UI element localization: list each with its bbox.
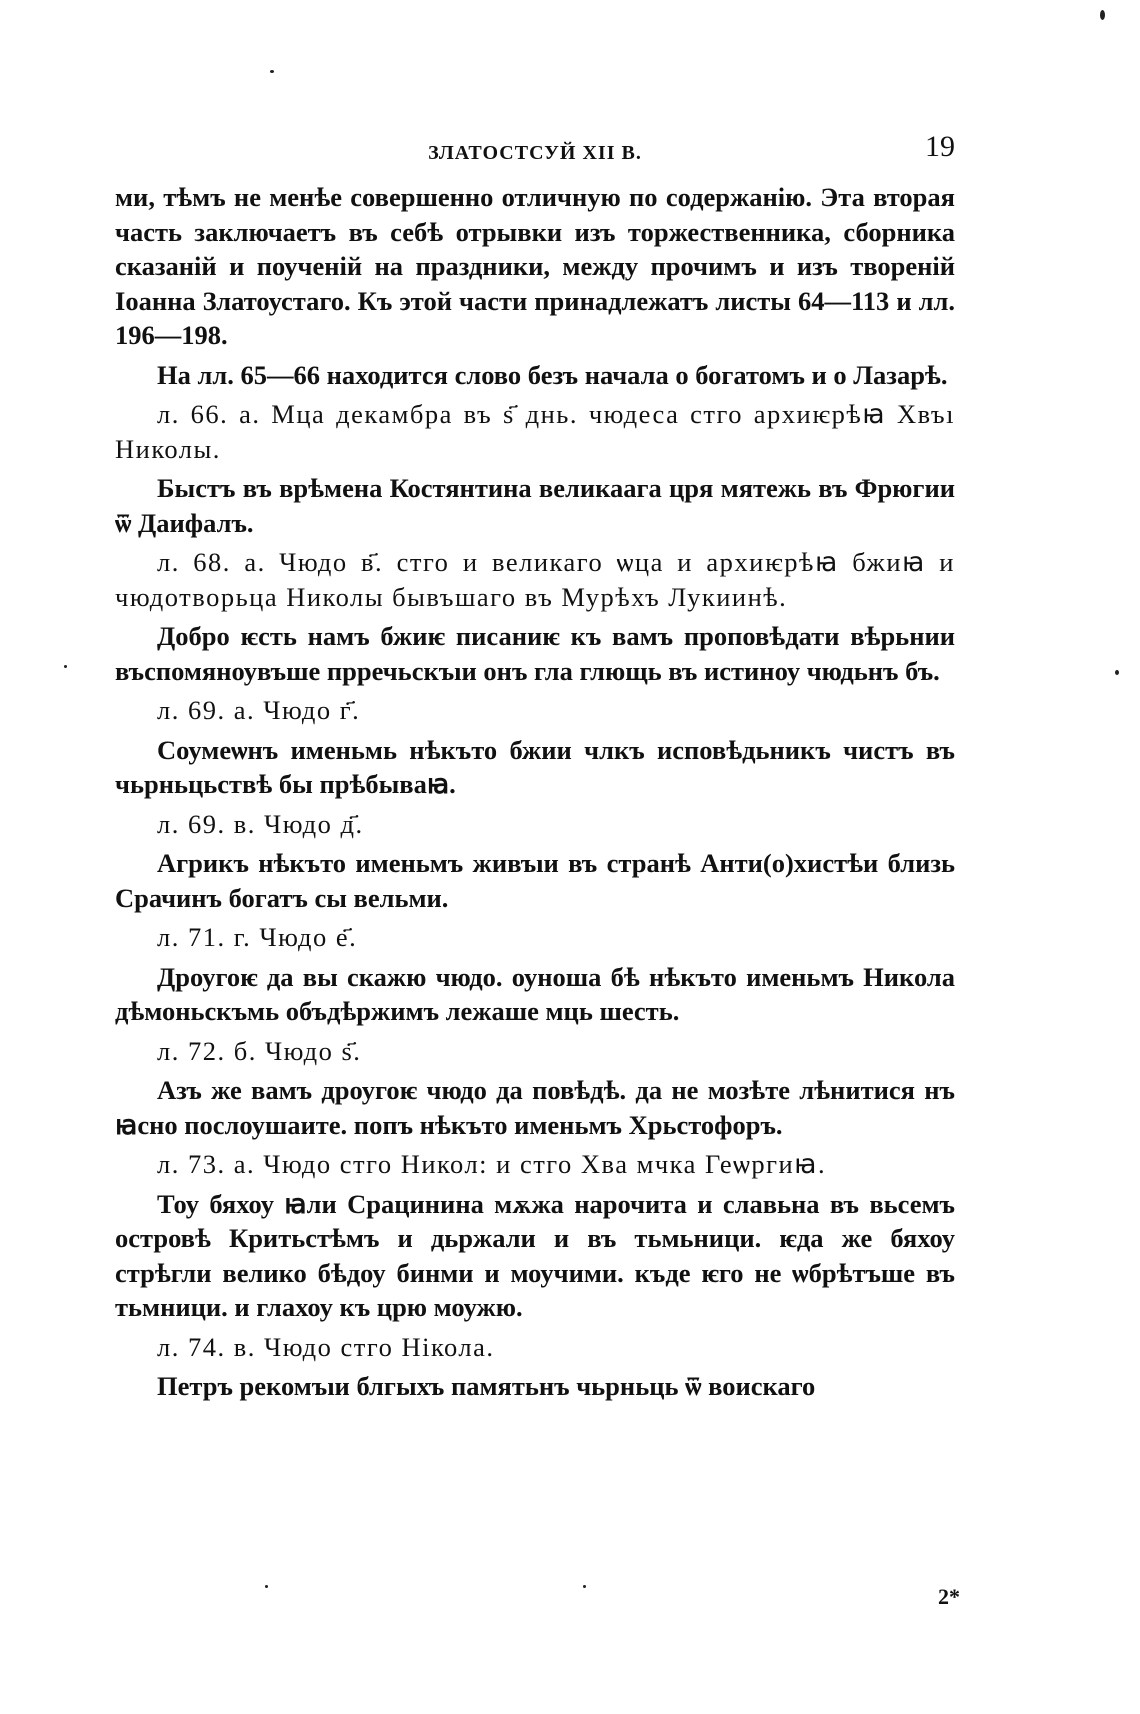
page xyxy=(115,130,955,1409)
folio-reference: л. 73. а. Чюдо стго Никол: и стго Хва мчка Геѡргиꙗ. xyxy=(157,1149,827,1179)
paragraph: Азъ же вамъ дроугоѥ чюдо да повѣдѣ. да не мозѣте лѣнитися нъ ꙗсно послоушаите. попъ нѣкъто именьмъ Хрьстофоръ. xyxy=(115,1075,955,1140)
folio-reference: л. 68. а. Чюдо в҃. стго и великаго ѡца и архиѥрѣꙗ бжиꙗ и чюдотворьца Николы бывъшаго въ Мурѣхъ Лукиинѣ. xyxy=(115,547,955,612)
page-number: 19 xyxy=(925,130,955,163)
printer-signature: 2* xyxy=(938,1584,960,1609)
folio-reference: л. 69. в. Чюдо д҃. xyxy=(157,808,364,839)
scan-speck xyxy=(583,1585,586,1588)
scan-speck xyxy=(270,70,274,73)
paragraph: ми, тѣмъ не менѣе совершенно отличную по содержанію. Эта вторая часть заключаетъ въ себѣ отрывки изъ торжественника, сборника сказаній и поученій на праздники, между прочимъ и изъ твореній Іоанна Златоустаго. Къ этой части принадлежатъ листы 64—113 и лл. 196—198. xyxy=(115,182,955,350)
paragraph: Тоу бяхоу ꙗли Срацинина мѫжа нарочита и славьна въ вьсемъ островѣ Критьстѣмъ и дьржали и въ тьмьници. ѥда же бяхоу стрѣгли велико бѣдоу бинми и моучими. къде ѥго не ѡбрѣтъше въ тьмници. и глахоу къ црю моужю. xyxy=(115,1188,955,1322)
paragraph: На лл. 65—66 находится слово безъ начала о богатомъ и о Лазарѣ. xyxy=(157,359,948,390)
paragraph: Дроугоѥ да вы скажю чюдо. оуноша бѣ нѣкъто именьмъ Никола дѣмоньскъмь объдѣржимъ лежаше мць шесть. xyxy=(115,961,955,1026)
paragraph: Быстъ въ врѣмена Костянтина великаага цря мятежь въ Фрюгии ѿ Даифалъ. xyxy=(115,473,955,538)
paragraph: Соумеѡнъ именьмь нѣкъто бжии члкъ исповѣдьникъ чистъ въ чьрньцьствѣ бы прѣбываꙗ. xyxy=(115,734,955,799)
scan-speck xyxy=(265,1585,268,1588)
running-title: ЗЛАТОСТСУЙ XII В. xyxy=(428,142,642,164)
folio-reference: л. 72. б. Чюдо ѕ҃. xyxy=(157,1035,362,1066)
page-header xyxy=(115,130,955,180)
paragraph: Агрикъ нѣкъто именьмъ живъıи въ странѣ Анти(о)хистѣи близь Срачинъ богатъ сы вельми. xyxy=(115,848,955,913)
paragraph: Добро ѥсть намъ бжиѥ писаниѥ къ вамъ проповѣдати вѣрьнии въспомяноувъше прречьскъıи онъ гла глющь въ истиноу чюдьнъ бъ. xyxy=(115,621,955,686)
folio-reference: л. 66. а. Мца декамбра въ ѕ҃ днь. чюдеса стго архиѥрѣꙗ Хвъı Николы. xyxy=(115,399,955,464)
paragraph: Петръ рекомъıи блгыхъ памятьнъ чьрньць ѿ воискаго xyxy=(157,1371,816,1401)
folio-reference: л. 69. а. Чюдо г҃. xyxy=(157,695,361,725)
scan-speck xyxy=(64,665,67,668)
folio-reference: л. 71. г. Чюдо е҃. xyxy=(157,922,358,952)
body-text xyxy=(115,180,955,1404)
scan-speck xyxy=(1115,670,1119,675)
folio-reference: л. 74. в. Чюдо стго Нікола. xyxy=(157,1331,495,1362)
scan-speck xyxy=(1100,10,1105,20)
